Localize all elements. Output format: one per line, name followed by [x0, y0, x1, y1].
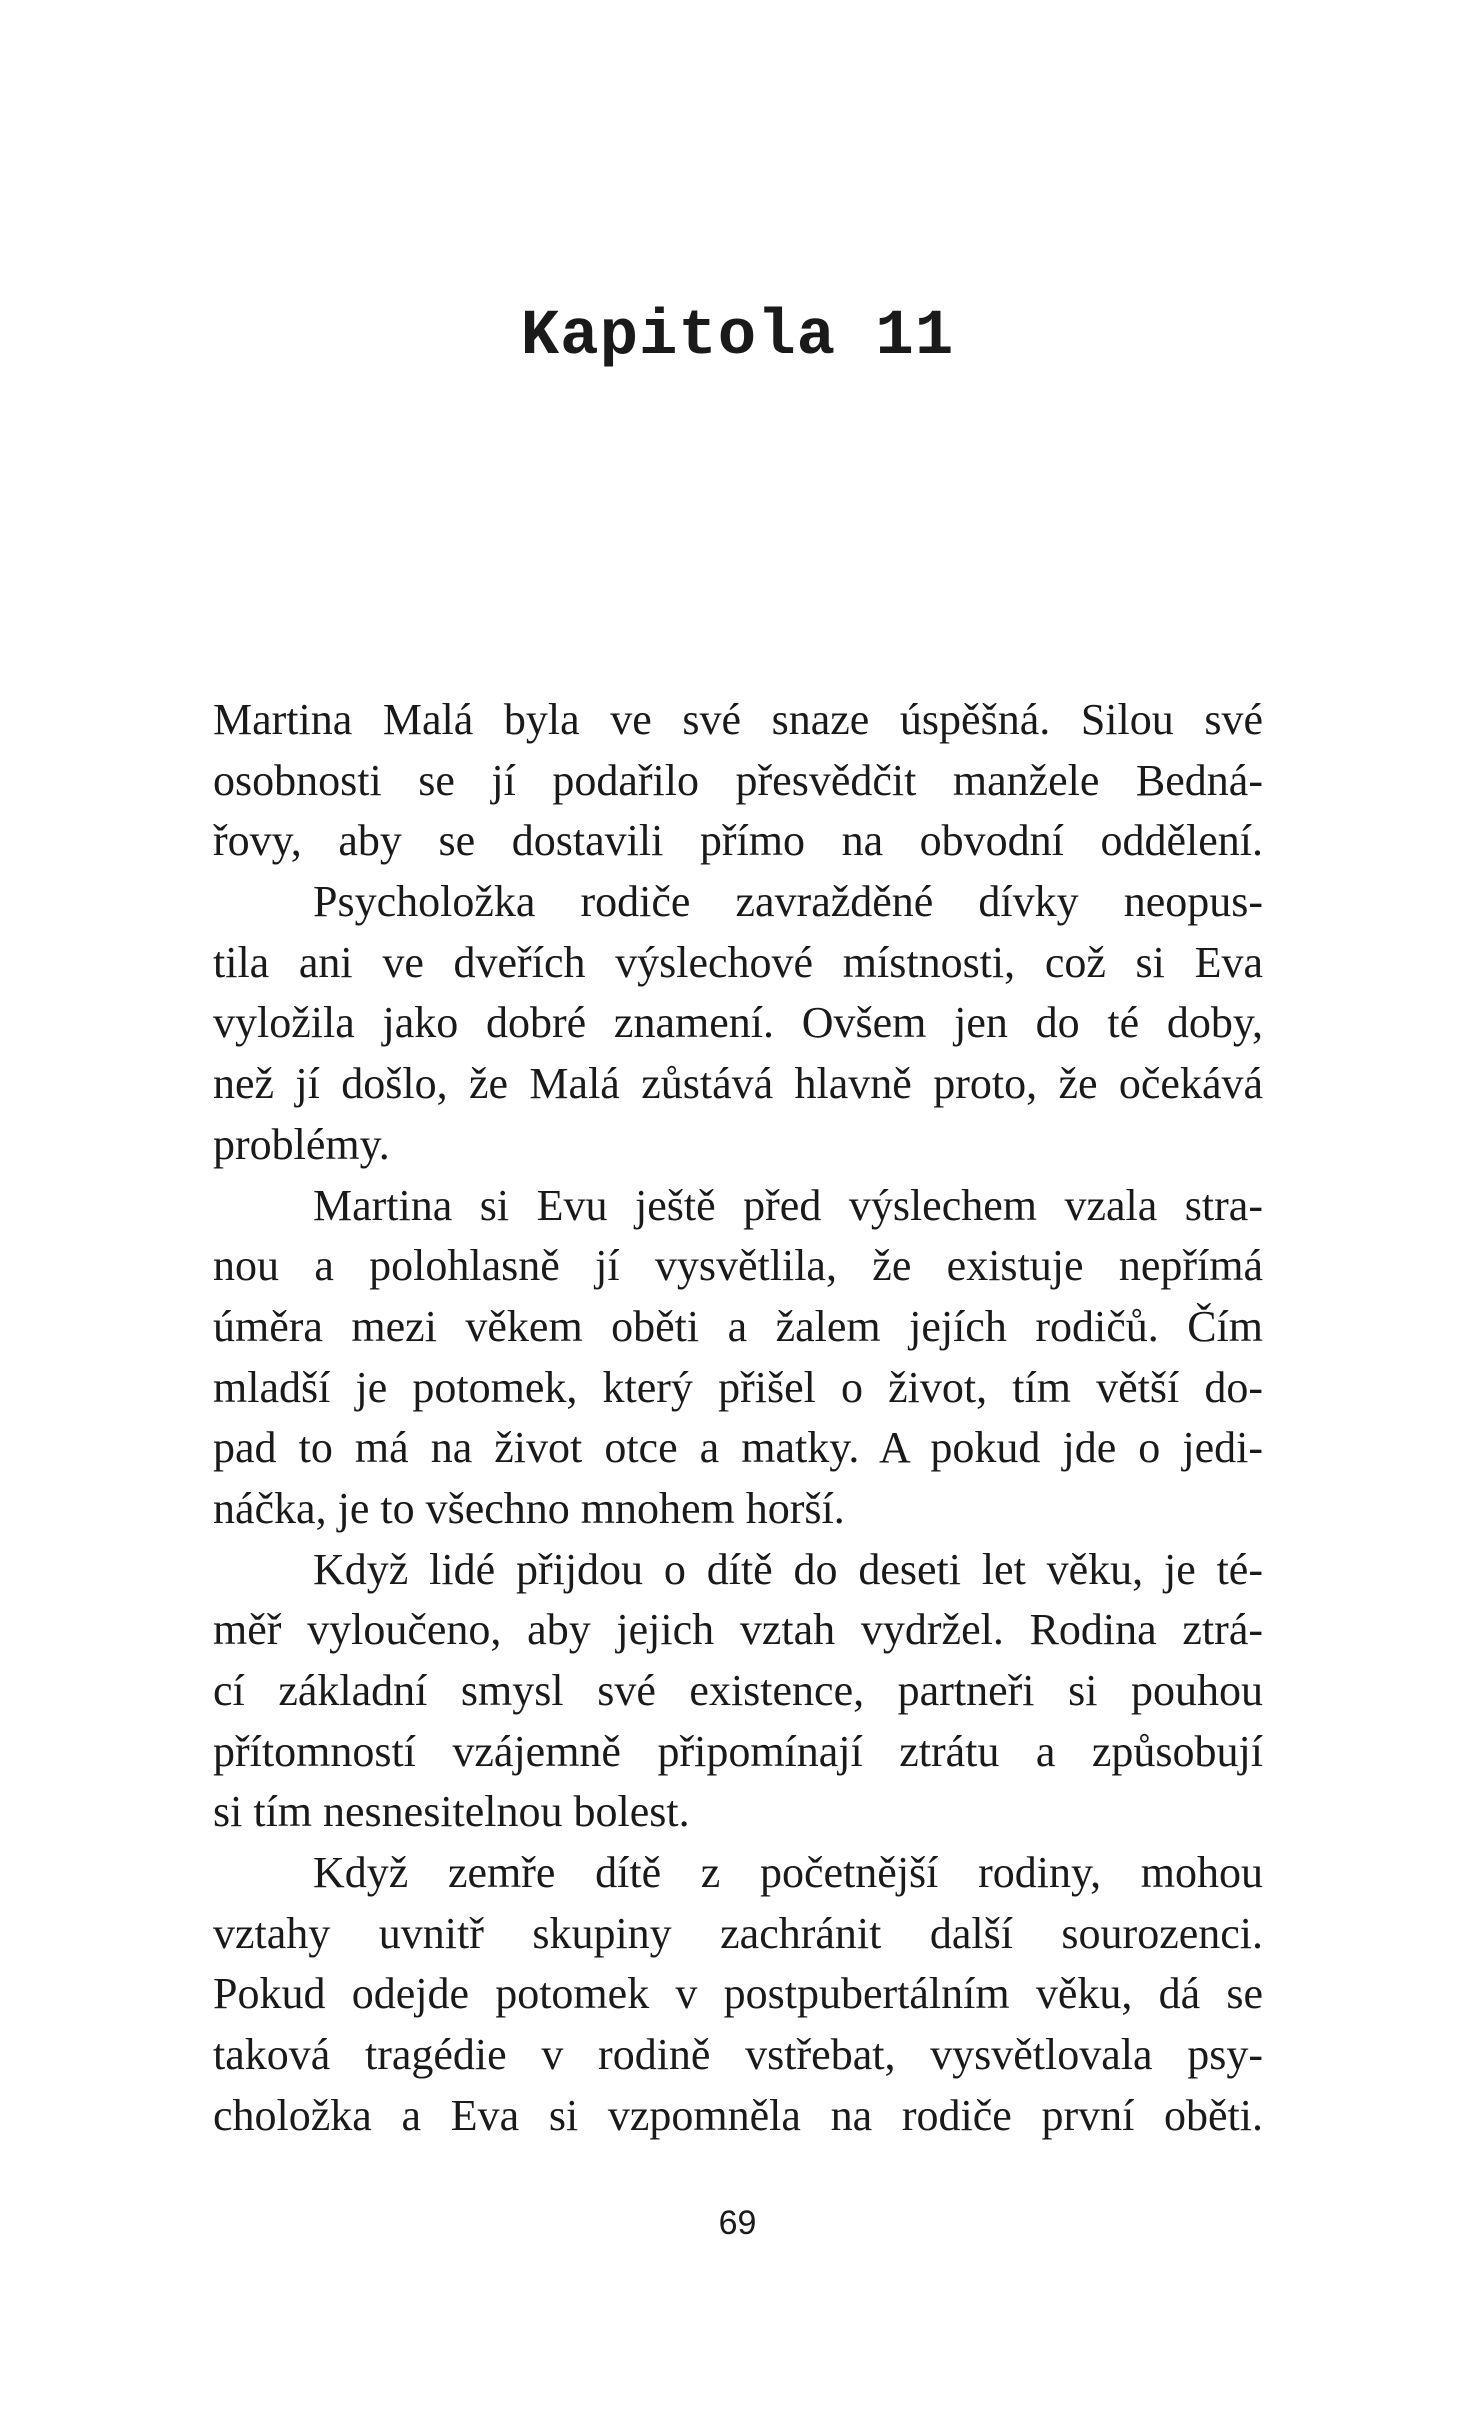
text-line: choložka a Eva si vzpomněla na rodiče první oběti.	[213, 2090, 1263, 2140]
text-line: Martina Malá byla ve své snaze úspěšná. Silou své	[213, 695, 1263, 744]
text-line: vyložila jako dobré znamení. Ovšem jen do té doby,	[213, 998, 1263, 1048]
text-line: pad to má na život otce a matky. A pokud jde o jedi-	[213, 1423, 1263, 1473]
text-line: Martina si Evu ještě před výslechem vzala stra-	[313, 1180, 1263, 1230]
text-line: osobnosti se jí podařilo přesvědčit manžele Bedná-	[213, 755, 1263, 805]
text-line: měř vyloučeno, aby jejich vztah vydržel. Rodina ztrá-	[213, 1605, 1263, 1655]
text-line: náčka, je to všechno mnohem horší.	[213, 1483, 845, 1533]
text-line: problémy.	[213, 1119, 390, 1169]
text-line: řovy, aby se dostavili přímo na obvodní oddělení.	[213, 816, 1263, 866]
page-number: 69	[718, 2204, 757, 2242]
text-line: tila ani ve dveřích výslechové místnosti, což si Eva	[213, 937, 1263, 987]
text-line: než jí došlo, že Malá zůstává hlavně proto, že očekává	[213, 1059, 1263, 1109]
text-line: Když zemře dítě z početnější rodiny, mohou	[313, 1848, 1263, 1898]
text-line: Když lidé přijdou o dítě do deseti let věku, je té-	[313, 1544, 1263, 1594]
text-line: Psycholožka rodiče zavražděné dívky neopus-	[313, 877, 1263, 927]
text-line: úměra mezi věkem oběti a žalem jejích rodičů. Čím	[213, 1301, 1263, 1351]
text-line: vztahy uvnitř skupiny zachránit další sourozenci.	[213, 1908, 1263, 1958]
text-line: cí základní smysl své existence, partneři si pouhou	[213, 1666, 1263, 1715]
text-line: Pokud odejde potomek v postpubertálním věku, dá se	[213, 1969, 1263, 2019]
chapter-title: Kapitola 11	[520, 301, 955, 373]
text-line: mladší je potomek, který přišel o život, tím větší do-	[213, 1362, 1263, 1412]
chapter-body	[213, 690, 1263, 2147]
text-line: přítomností vzájemně připomínají ztrátu a způsobují	[213, 1726, 1263, 1776]
text-line: si tím nesnesitelnou bolest.	[213, 1787, 690, 1837]
text-line: taková tragédie v rodině vstřebat, vysvětlovala psy-	[213, 2030, 1263, 2080]
text-line: nou a polohlasně jí vysvětlila, že existuje nepřímá	[213, 1241, 1263, 1291]
